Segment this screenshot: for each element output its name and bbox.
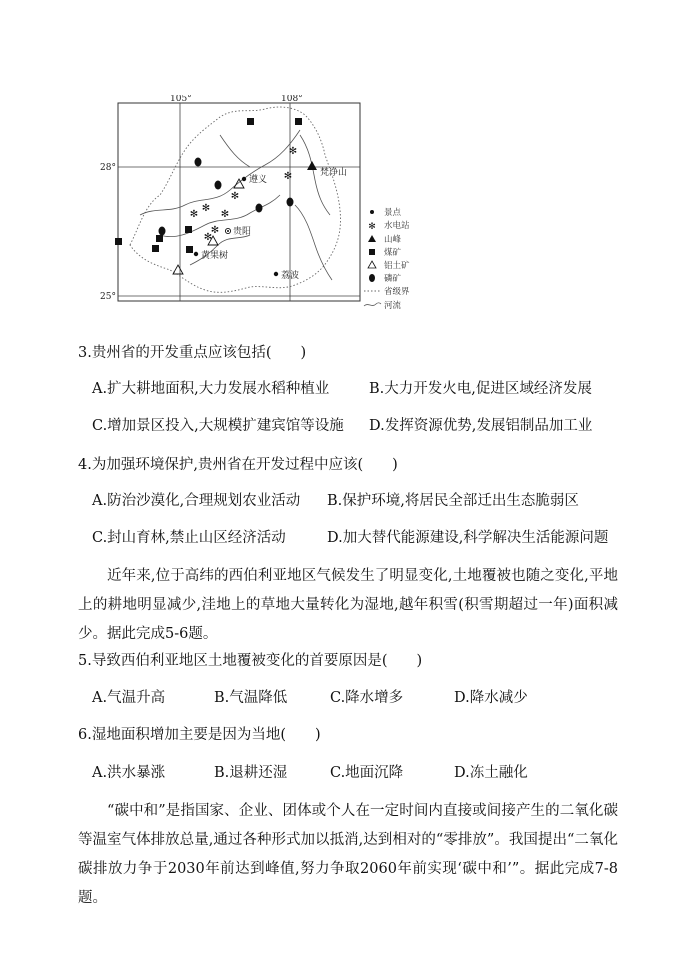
oval-icon: [369, 274, 375, 282]
lon-label-108: 108°: [281, 95, 303, 104]
phosphate-icon: [159, 227, 166, 236]
map-svg: [100, 95, 420, 327]
scenic-spot-icon: [274, 272, 278, 276]
lat-label-25: 25°: [100, 292, 116, 302]
legend-label: 磷矿: [384, 274, 402, 284]
legend-label: 铝土矿: [384, 261, 410, 271]
legend-label: 煤矿: [384, 248, 402, 258]
passage-carbon-neutral: “碳中和”是指国家、企业、团体或个人在一定时间内直接或间接产生的二氧化碳等温室气体排放总量,通过各种形式加以抵消,达到相对的“零排放”。我国提出“二氧化碳排放力争于2030年前达到峰值,努力争取2060年前实现‘碳中和’”。据此完成7-8题。: [78, 803, 618, 906]
coal-mine-icon: [156, 235, 163, 242]
capital-dot-icon: [227, 230, 229, 232]
place-label-huangguoshu: 黄果树: [201, 251, 229, 261]
hydropower-icon: ✻: [283, 171, 293, 182]
legend-label: 省级界: [384, 287, 410, 297]
question-5-stem: 5.导致西伯利亚地区土地覆被变化的首要原因是( ): [78, 653, 423, 669]
legend-label: 山峰: [384, 235, 402, 245]
coal-mine-icon: [185, 226, 192, 233]
scenic-spot-icon: [242, 177, 246, 181]
phosphate-icon: [195, 158, 202, 167]
dot-icon: [370, 210, 374, 214]
legend-label: 景点: [384, 208, 402, 218]
coal-mine-icon: [295, 118, 302, 125]
coal-mine-icon: [152, 245, 159, 252]
phosphate-icon: [215, 181, 222, 190]
river-5: [220, 135, 250, 167]
hydropower-icon: ✻: [220, 209, 230, 220]
hydropower-icon: ✻: [230, 191, 240, 202]
bauxite-icon: [173, 265, 183, 274]
legend-label: 水电站: [384, 221, 410, 231]
mountain-peak-icon: [307, 161, 317, 170]
hydropower-icon: ✻: [210, 225, 220, 236]
river-1: [140, 130, 300, 215]
coal-mine-icon: [115, 238, 122, 245]
guizhou-resource-map: [100, 95, 420, 327]
hydropower-icon: ✻: [189, 209, 199, 220]
place-label-guiyang: 贵阳: [233, 227, 252, 237]
hollow-triangle-icon: [368, 261, 376, 268]
question-5-option-c[interactable]: C.降水增多: [330, 690, 404, 706]
phosphate-icon: [287, 198, 294, 207]
river-icon: [364, 303, 381, 306]
question-6-option-b[interactable]: B.退耕还湿: [214, 765, 288, 781]
map-legend: [364, 207, 410, 311]
question-5-option-b[interactable]: B.气温降低: [214, 690, 288, 706]
question-5-option-a[interactable]: A.气温升高: [92, 690, 166, 706]
question-5-option-d[interactable]: D.降水减少: [454, 690, 528, 706]
question-3-option-b[interactable]: B.大力开发火电,促进区域经济发展: [369, 381, 592, 397]
river-4: [295, 205, 332, 280]
question-3-option-d[interactable]: D.发挥资源优势,发展铝制品加工业: [369, 418, 593, 434]
phosphate-icon: [256, 204, 263, 213]
coal-mine-icon: [247, 118, 254, 125]
lat-label-28: 28°: [100, 163, 116, 173]
question-4-option-d[interactable]: D.加大替代能源建设,科学解决生活能源问题: [327, 530, 609, 546]
passage-siberia: 近年来,位于高纬的西伯利亚地区气候发生了明显变化,土地覆被也随之变化,平地上的耕地明显减少,洼地上的草地大量转化为湿地,越年积雪(积雪期超过一年)面积减少。据此完成5-6题。: [78, 568, 618, 642]
triangle-icon: [368, 235, 376, 242]
place-label-fanjingshan: 梵净山: [320, 168, 348, 178]
question-3-stem: 3.贵州省的开发重点应该包括( ): [78, 345, 307, 361]
lon-label-105: 105°: [170, 95, 192, 104]
scenic-spot-icon: [194, 252, 198, 256]
place-label-zunyi: 遵义: [249, 175, 268, 185]
question-4-option-b[interactable]: B.保护环境,将居民全部迁出生态脆弱区: [327, 493, 579, 509]
question-6-option-d[interactable]: D.冻土融化: [454, 765, 528, 781]
question-4-stem: 4.为加强环境保护,贵州省在开发过程中应该( ): [78, 457, 398, 473]
place-label-libo: 荔波: [281, 271, 300, 281]
question-6-stem: 6.湿地面积增加主要是因为当地( ): [78, 727, 321, 743]
coal-mine-icon: [186, 246, 193, 253]
legend-label: 河流: [384, 301, 402, 311]
question-6-option-c[interactable]: C.地面沉降: [330, 765, 404, 781]
map-frame: [118, 103, 360, 301]
question-3-option-a[interactable]: A.扩大耕地面积,大力发展水稻种植业: [92, 381, 330, 397]
question-6-option-a[interactable]: A.洪水暴涨: [92, 765, 166, 781]
hydropower-icon: ✻: [203, 232, 213, 243]
question-4-option-a[interactable]: A.防治沙漠化,合理规划农业活动: [92, 493, 301, 509]
snowflake-icon: ✻: [368, 222, 376, 232]
square-icon: [369, 249, 375, 255]
hydropower-icon: ✻: [201, 203, 211, 214]
question-3-option-c[interactable]: C.增加景区投入,大规模扩建宾馆等设施: [92, 418, 344, 434]
question-4-option-c[interactable]: C.封山育林,禁止山区经济活动: [92, 530, 286, 546]
hydropower-icon: ✻: [288, 146, 298, 157]
